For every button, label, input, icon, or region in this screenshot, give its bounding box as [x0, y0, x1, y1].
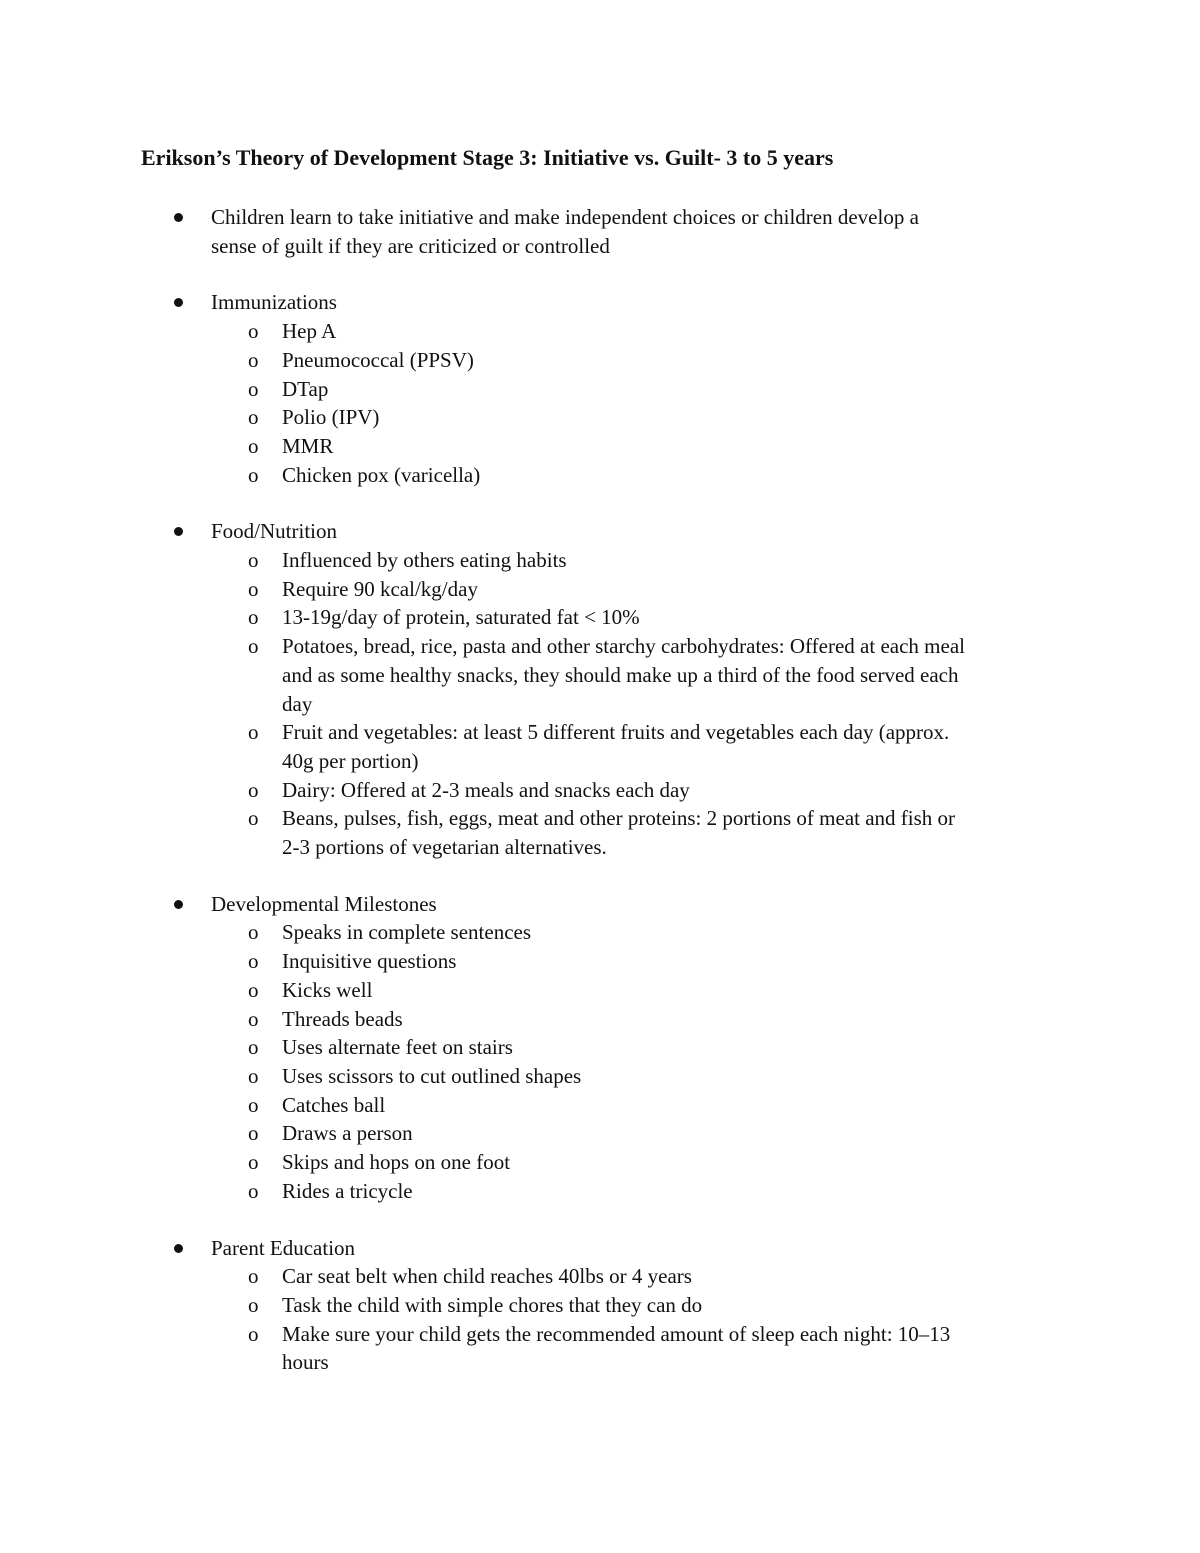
bullet-text-line: [0, 1234, 1200, 1263]
bullet-text-line: [0, 890, 1200, 919]
sub-item-line: [0, 1148, 1200, 1177]
sub-item-line: [0, 947, 1200, 976]
sub-item-text: Uses alternate feet on stairs: [282, 1035, 513, 1060]
sub-item-text: Skips and hops on one foot: [282, 1150, 511, 1175]
sub-item-line: [0, 403, 1200, 432]
sub-item-text: Draws a person: [282, 1121, 413, 1146]
sub-item-line: [0, 317, 1200, 346]
sub-item-line: [0, 1091, 1200, 1120]
circle-bullet-icon: o: [248, 548, 259, 573]
sub-item-text: Influenced by others eating habits: [282, 548, 567, 573]
sub-item-text: day: [282, 691, 313, 716]
sub-item-line: [0, 1320, 1200, 1349]
bullet-icon: [174, 213, 183, 222]
sub-item-text: MMR: [282, 433, 334, 458]
page-title: Erikson’s Theory of Development Stage 3: Initiative vs. Guilt- 3 to 5 years: [141, 145, 834, 170]
sub-item-line: [0, 575, 1200, 604]
sub-item-text: Kicks well: [282, 977, 373, 1002]
sub-list-item: [0, 776, 1200, 805]
circle-bullet-icon: o: [248, 634, 259, 659]
sub-item-line: [0, 1177, 1200, 1206]
bullet-text: Developmental Milestones: [211, 891, 437, 916]
circle-bullet-icon: o: [248, 376, 259, 401]
sub-list-item: [0, 1262, 1200, 1291]
sub-item-line: [0, 375, 1200, 404]
circle-bullet-icon: o: [248, 605, 259, 630]
sub-list-item: [0, 918, 1200, 947]
sub-item-text: Car seat belt when child reaches 40lbs or 4 years: [282, 1264, 692, 1289]
sub-item-line: [0, 1262, 1200, 1291]
sub-list-item: [0, 804, 1200, 861]
sub-item-text: DTap: [282, 376, 329, 401]
bullet-text-line: [0, 232, 1200, 261]
sub-list-item: [0, 575, 1200, 604]
sub-item-text: Inquisitive questions: [282, 949, 457, 974]
sub-item-text: 40g per portion): [282, 748, 419, 773]
circle-bullet-icon: o: [248, 576, 259, 601]
sub-list-item: [0, 1005, 1200, 1034]
sub-item-line: [0, 918, 1200, 947]
sub-item-text: 13-19g/day of protein, saturated fat < 10%: [282, 605, 640, 630]
sub-item-line: [0, 346, 1200, 375]
bullet-text-line: [0, 517, 1200, 546]
sub-list-item: [0, 632, 1200, 718]
bullet-icon: [174, 527, 183, 536]
circle-bullet-icon: o: [248, 1178, 259, 1203]
sub-item-line: [0, 603, 1200, 632]
sub-list-item: [0, 1320, 1200, 1377]
circle-bullet-icon: o: [248, 920, 259, 945]
outline-section: [0, 517, 1200, 861]
sub-item-line: [0, 432, 1200, 461]
bullet-text: sense of guilt if they are criticized or controlled: [211, 233, 610, 258]
sub-list-item: [0, 1148, 1200, 1177]
sub-list-item: [0, 1291, 1200, 1320]
sub-list-item: [0, 403, 1200, 432]
sub-list-item: [0, 1062, 1200, 1091]
sub-list-item: [0, 1177, 1200, 1206]
sub-list-item: [0, 1119, 1200, 1148]
sub-item-line: [0, 1033, 1200, 1062]
document-body: [0, 203, 1200, 1405]
sub-item-text: Beans, pulses, fish, eggs, meat and other proteins: 2 portions of meat and fish or: [282, 806, 956, 831]
sub-list-item: [0, 432, 1200, 461]
circle-bullet-icon: o: [248, 1121, 259, 1146]
sub-item-text: Threads beads: [282, 1006, 403, 1031]
sub-item-text: Potatoes, bread, rice, pasta and other starchy carbohydrates: Offered at each meal: [282, 634, 965, 659]
sub-item-line: [0, 976, 1200, 1005]
bullet-text-line: [0, 203, 1200, 232]
circle-bullet-icon: o: [248, 1063, 259, 1088]
bullet-icon: [174, 1244, 183, 1253]
circle-bullet-icon: o: [248, 462, 259, 487]
circle-bullet-icon: o: [248, 949, 259, 974]
sub-item-line: [0, 1291, 1200, 1320]
sub-item-text: Speaks in complete sentences: [282, 920, 532, 945]
sub-item-text: and as some healthy snacks, they should make up a third of the food served each: [282, 662, 959, 687]
sub-list-item: [0, 1091, 1200, 1120]
circle-bullet-icon: o: [248, 433, 259, 458]
sub-item-line: [0, 461, 1200, 490]
bullet-text-line: [0, 288, 1200, 317]
circle-bullet-icon: o: [248, 347, 259, 372]
sub-item-text: Rides a tricycle: [282, 1178, 413, 1203]
sub-item-line: [0, 1119, 1200, 1148]
sub-item-line: [0, 718, 1200, 747]
sub-list-item: [0, 461, 1200, 490]
sub-item-text: 2-3 portions of vegetarian alternatives.: [282, 835, 607, 860]
sub-list-item: [0, 947, 1200, 976]
circle-bullet-icon: o: [248, 405, 259, 430]
sub-item-line: [0, 833, 1200, 862]
sub-item-text: Catches ball: [282, 1092, 386, 1117]
sub-item-line: [0, 1062, 1200, 1091]
circle-bullet-icon: o: [248, 1092, 259, 1117]
sub-list-item: [0, 976, 1200, 1005]
sub-item-text: Dairy: Offered at 2-3 meals and snacks each day: [282, 777, 690, 802]
circle-bullet-icon: o: [248, 1006, 259, 1031]
circle-bullet-icon: o: [248, 977, 259, 1002]
sub-item-text: Pneumococcal (PPSV): [282, 347, 474, 372]
bullet-text: Immunizations: [211, 290, 337, 315]
sub-list-item: [0, 718, 1200, 775]
circle-bullet-icon: o: [248, 1321, 259, 1346]
sub-list-item: [0, 1033, 1200, 1062]
sub-item-text: Make sure your child gets the recommended amount of sleep each night: 10–13: [282, 1321, 951, 1346]
outline-section: [0, 288, 1200, 489]
circle-bullet-icon: o: [248, 1035, 259, 1060]
bullet-text: Children learn to take initiative and make independent choices or children develop a: [211, 205, 919, 229]
sub-item-text: hours: [282, 1350, 329, 1375]
sub-item-text: Require 90 kcal/kg/day: [282, 576, 478, 601]
bullet-icon: [174, 900, 183, 909]
circle-bullet-icon: o: [248, 1150, 259, 1175]
circle-bullet-icon: o: [248, 720, 259, 745]
bullet-text: Parent Education: [211, 1235, 356, 1260]
sub-item-line: [0, 632, 1200, 661]
sub-item-text: Uses scissors to cut outlined shapes: [282, 1063, 582, 1088]
bullet-icon: [174, 298, 183, 307]
circle-bullet-icon: o: [248, 777, 259, 802]
outline-section: [0, 203, 1200, 260]
sub-item-line: [0, 804, 1200, 833]
sub-item-line: [0, 546, 1200, 575]
sub-item-line: [0, 1005, 1200, 1034]
sub-list-item: [0, 603, 1200, 632]
sub-item-line: [0, 1348, 1200, 1377]
bullet-text: Food/Nutrition: [211, 519, 338, 544]
sub-item-text: Polio (IPV): [282, 405, 380, 430]
circle-bullet-icon: o: [248, 319, 259, 344]
sub-item-line: [0, 747, 1200, 776]
sub-item-line: [0, 776, 1200, 805]
sub-item-text: Task the child with simple chores that they can do: [282, 1292, 703, 1317]
circle-bullet-icon: o: [248, 1292, 259, 1317]
sub-item-line: [0, 690, 1200, 719]
sub-list-item: [0, 346, 1200, 375]
sub-item-text: Hep A: [282, 319, 337, 344]
sub-list-item: [0, 546, 1200, 575]
outline-section: [0, 890, 1200, 1206]
sub-item-line: [0, 661, 1200, 690]
sub-item-text: Chicken pox (varicella): [282, 462, 481, 487]
sub-list-item: [0, 317, 1200, 346]
circle-bullet-icon: o: [248, 1264, 259, 1289]
circle-bullet-icon: o: [248, 806, 259, 831]
outline-section: [0, 1234, 1200, 1378]
sub-list-item: [0, 375, 1200, 404]
sub-item-text: Fruit and vegetables: at least 5 different fruits and vegetables each day (approx.: [282, 720, 950, 745]
